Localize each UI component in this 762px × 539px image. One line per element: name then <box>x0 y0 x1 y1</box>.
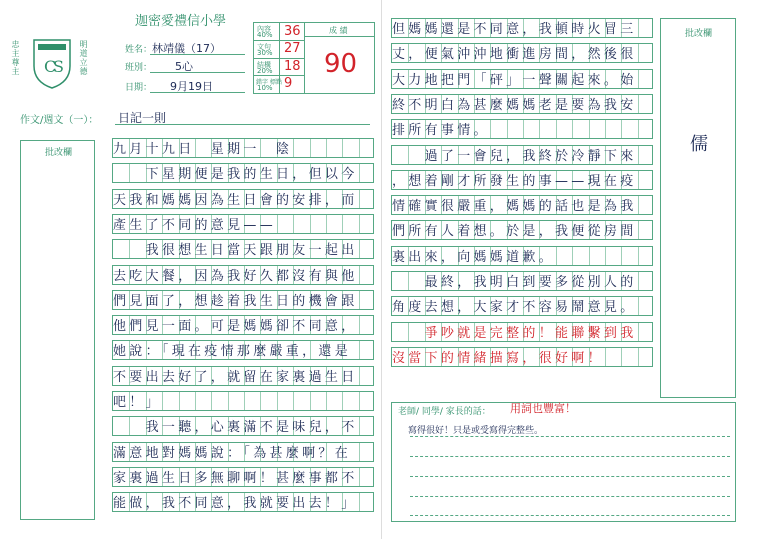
comment-stamp: 用詞也豐富！ <box>510 402 576 415</box>
handwritten-line: 九月十九日 星期一 陰 <box>113 142 293 157</box>
left-correction-header: 批改欄 <box>45 148 73 158</box>
handwritten-line: 吧！」 <box>113 395 162 410</box>
class-underline <box>150 72 245 73</box>
grid-row <box>391 220 653 240</box>
assignment-prefix: 作文/週文（一）： <box>20 115 99 126</box>
handwritten-line: 們所有人着想。於是，我便從房間 <box>392 224 637 240</box>
handwritten-line: 家裏過生日多無聊啊！甚麼事都不 <box>113 470 358 486</box>
total-score: 90 <box>324 49 358 79</box>
score-mark-typos: 9 <box>284 76 293 91</box>
grid-row <box>112 265 374 285</box>
grid-row <box>391 145 653 165</box>
school-crest-icon <box>30 36 74 90</box>
handwritten-line: 去吃大餐，因為我好久都沒有與他 <box>113 268 358 284</box>
score-mark-sentence: 27 <box>284 41 301 56</box>
score-label-sentence: 文句 <box>257 43 271 51</box>
grid-row <box>391 170 653 190</box>
handwritten-line: 產生了不同的意見—— <box>113 217 276 233</box>
handwritten-line: 天我和媽媽因為生日會的安排，而 <box>113 192 358 208</box>
handwritten-line: 情確實很嚴重，媽媽的話也是為我 <box>392 199 637 215</box>
left-writing-grid <box>112 138 374 520</box>
grid-row <box>391 43 653 63</box>
grid-row <box>112 163 374 183</box>
name-label: 姓名： <box>125 45 153 55</box>
date-label: 日期： <box>125 83 153 93</box>
grid-row <box>112 492 374 512</box>
motto-left: 忠主尊主 <box>11 40 20 76</box>
teacher-comment-box <box>391 402 736 522</box>
handwritten-line: 們見面了，想趁着我生日的機會跟 <box>113 293 358 309</box>
handwritten-line: 丈，便氣沖沖地衝進房間，然後很 <box>392 47 637 63</box>
handwritten-line: 我很想生日當天跟朋友一起出 <box>113 243 358 259</box>
score-label-structure: 結構 <box>257 61 271 69</box>
grid-row <box>112 239 374 259</box>
right-writing-grid <box>391 18 653 400</box>
handwritten-line: 能做，我不同意，我就要出去！」 <box>113 496 358 512</box>
grid-row <box>391 94 653 114</box>
handwritten-line: 滿意地對媽媽說：「為甚麼啊？在 <box>113 445 352 461</box>
handwritten-line: 不要出去好了，就留在家裏過生日 <box>113 369 358 385</box>
score-label-typos: 錯字 標點 <box>256 79 282 86</box>
grid-row <box>112 189 374 209</box>
date-value: 9月19日 <box>170 80 213 93</box>
grid-row <box>112 214 374 234</box>
score-mark-content: 36 <box>284 24 301 39</box>
class-value: 5心 <box>175 60 193 73</box>
handwritten-line: 沒當下的情緒描寫，很好啊！ <box>392 350 604 366</box>
name-value: 林靖儀（17） <box>152 42 221 55</box>
handwritten-line: 大力地把門「砰」一聲關起來。始 <box>392 72 637 88</box>
grid-row <box>391 18 653 38</box>
class-label: 班別： <box>125 63 153 73</box>
grid-row <box>391 69 653 89</box>
handwritten-line: 過了一會兒，我終於冷靜下來 <box>392 148 637 164</box>
handwritten-line: 爭吵就是完整的！能聯繫到我 <box>392 325 637 341</box>
handwritten-line: 角度去想，大家才不容易鬧意見。 <box>392 300 637 316</box>
grid-row <box>112 467 374 487</box>
name-underline <box>150 54 245 55</box>
handwritten-line: 最終，我明白到要多從別人的 <box>392 275 637 290</box>
handwritten-line: ，想着剛才所發生的事——現在疫 <box>392 173 637 189</box>
comment-line <box>410 515 730 516</box>
left-correction-column <box>20 140 95 520</box>
comment-label: 老師/ 同學/ 家長的話： <box>398 407 491 417</box>
right-correction-header: 批改欄 <box>685 29 713 39</box>
grid-row <box>112 416 374 436</box>
assignment-title: 日記一則 <box>118 111 167 125</box>
svg-text:S: S <box>53 57 64 76</box>
handwritten-line: 裏出來，向媽媽道歉。 <box>392 249 556 265</box>
parent-comment: 寫得很好！只是或受寫得完整些。 <box>408 426 544 436</box>
grid-row <box>391 246 653 266</box>
margin-correction-mark: 儒 <box>690 134 708 155</box>
grid-row <box>112 366 374 386</box>
title-underline <box>115 124 370 125</box>
comment-line <box>410 456 730 457</box>
grid-row <box>391 271 653 291</box>
grid-row <box>391 119 653 139</box>
score-mark-structure: 18 <box>284 59 301 74</box>
handwritten-line: 但媽媽還是不同意，我頓時火冒三 <box>392 22 637 37</box>
handwritten-line: 下星期便是我的生日，但以今 <box>113 167 358 183</box>
handwritten-line: 排所有事情。 <box>392 123 490 139</box>
grid-row <box>112 290 374 310</box>
score-pct-typos: 10% <box>257 84 273 92</box>
motto-right: 明道立德 <box>79 40 88 76</box>
grid-row <box>391 296 653 316</box>
score-table <box>253 22 375 94</box>
grid-row <box>112 138 374 158</box>
score-pct-content: 40% <box>257 31 273 39</box>
comment-line <box>410 496 730 497</box>
right-correction-column <box>660 18 736 398</box>
school-name: 迦密愛禮信小學 <box>135 14 227 29</box>
handwritten-line: 她說：「現在疫情那麼嚴重，還是 <box>113 344 352 360</box>
grid-row <box>391 195 653 215</box>
result-label: 成 績 <box>329 26 348 35</box>
score-pct-sentence: 30% <box>257 49 273 57</box>
page-fold <box>381 0 382 539</box>
handwritten-line: 他們見一面。可是媽媽卻不同意， <box>113 319 358 335</box>
grid-row <box>391 322 653 342</box>
grid-row <box>112 315 374 335</box>
handwritten-line: 終不明白為甚麼媽媽老是要為我安 <box>392 97 637 113</box>
grid-row <box>391 347 653 367</box>
comment-line <box>410 436 730 437</box>
comment-line <box>410 476 730 477</box>
grid-row <box>112 391 374 411</box>
date-underline <box>150 92 245 93</box>
grid-row <box>112 340 374 360</box>
score-label-content: 內容 <box>257 25 271 33</box>
svg-text:C: C <box>44 57 57 76</box>
score-pct-structure: 20% <box>257 67 273 75</box>
grid-row <box>112 442 374 462</box>
handwritten-line: 我一聽，心裏滿不是味兒，不 <box>113 420 358 436</box>
